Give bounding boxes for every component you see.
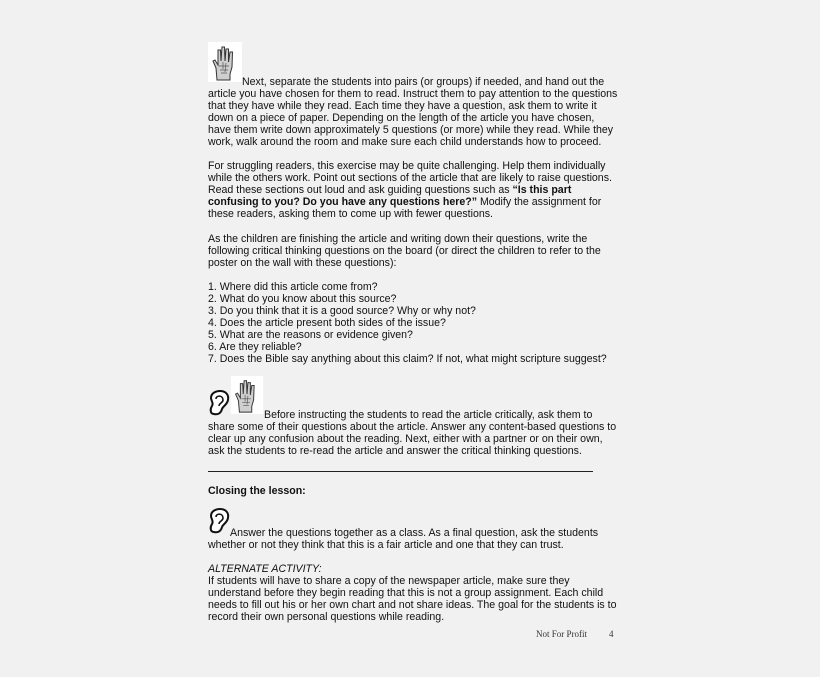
footer-text: Not For Profit xyxy=(536,629,588,639)
paragraph-line xyxy=(208,184,571,196)
paragraph-line: ask the students to re-read the article and answer the critical thinking questions. xyxy=(208,445,582,457)
list-item: 1. Where did this article come from? xyxy=(208,281,378,293)
ear-icon xyxy=(207,390,231,418)
paragraph-line: work, walk around the room and make sure each child understands how to proceed. xyxy=(208,136,602,148)
section-heading: ALTERNATE ACTIVITY: xyxy=(208,563,322,575)
paragraph-line: Next, separate the students into pairs (or groups) if needed, and hand out the xyxy=(242,76,605,88)
paragraph-line: have them write down approximately 5 questions (or more) while they read. While they xyxy=(208,124,614,136)
guiding-question-text: confusing to you? Do you have any questions here?” xyxy=(208,196,477,208)
paragraph-line: As the children are finishing the article and writing down their questions, write the xyxy=(208,233,588,245)
hand-icon xyxy=(208,42,242,82)
guiding-question-text: “Is this part xyxy=(512,184,572,196)
list-item: 4. Does the article present both sides of the issue? xyxy=(208,317,446,329)
paragraph-line: while the others work. Point out sections of the article that are likely to raise questions. xyxy=(208,172,612,184)
paragraph-line: If students will have to share a copy of the newspaper article, make sure they xyxy=(208,575,570,587)
paragraph-line: Answer the questions together as a class. As a final question, ask the students xyxy=(230,527,599,539)
hand-icon xyxy=(230,376,264,414)
paragraph-line: record their own personal questions while reading. xyxy=(208,611,445,623)
section-divider xyxy=(208,471,593,472)
paragraph-line: article you have chosen for them to read. Instruct them to pay attention to the questions xyxy=(208,88,618,100)
ear-icon xyxy=(207,508,231,536)
list-item: 6. Are they reliable? xyxy=(208,341,302,353)
paragraph-line: that they have while they read. Each time they have a question, ask them to write it xyxy=(208,100,597,112)
paragraph-line xyxy=(208,196,601,208)
paragraph-line: For struggling readers, this exercise may be quite challenging. Help them individually xyxy=(208,160,606,172)
paragraph-line: whether or not they think that this is a fair article and one that they can trust. xyxy=(208,539,564,551)
paragraph-line: following critical thinking questions on the board (or direct the children to refer to the xyxy=(208,245,601,257)
list-item: 3. Do you think that it is a good source? Why or why not? xyxy=(208,305,476,317)
list-item: 7. Does the Bible say anything about this claim? If not, what might scripture suggest? xyxy=(208,353,607,365)
list-item: 5. What are the reasons or evidence given? xyxy=(208,329,413,341)
paragraph-line: Before instructing the students to read the article critically, ask them to xyxy=(264,409,593,421)
page-number: 4 xyxy=(609,629,614,639)
paragraph-line: poster on the wall with these questions): xyxy=(208,257,397,269)
section-heading: Closing the lesson: xyxy=(208,485,306,497)
paragraph-line: share some of their questions about the article. Answer any content-based questions to xyxy=(208,421,617,433)
paragraph-line: down on a piece of paper. Depending on the length of the article you have chosen, xyxy=(208,112,595,124)
paragraph-text: Modify the assignment for xyxy=(477,196,602,208)
list-item: 2. What do you know about this source? xyxy=(208,293,397,305)
paragraph-line: needs to fill out his or her own chart and not share ideas. The goal for the students is to xyxy=(208,599,617,611)
paragraph-text: Read these sections out loud and ask guiding questions such as xyxy=(208,184,513,196)
paragraph-line: these readers, asking them to come up with fewer questions. xyxy=(208,208,494,220)
paragraph-line: clear up any confusion about the reading. Next, either with a partner or on their own, xyxy=(208,433,603,445)
paragraph-line: understand before they begin reading that this is not a group assignment. Each child xyxy=(208,587,604,599)
